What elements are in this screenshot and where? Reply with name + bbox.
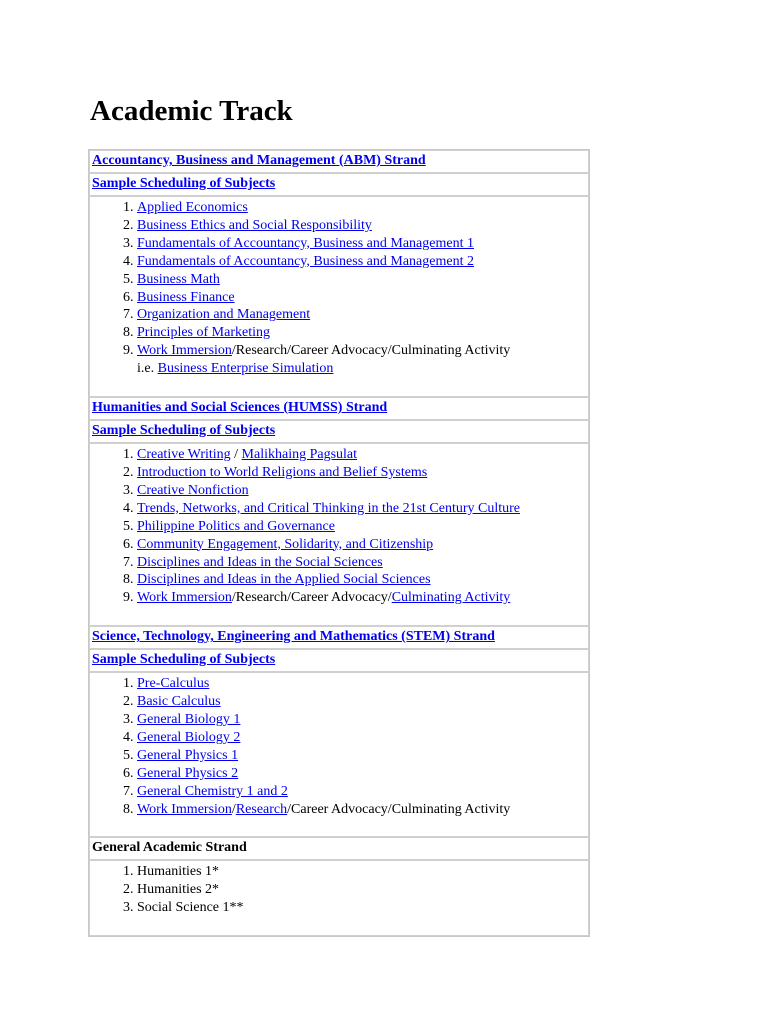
item-text: i.e. (137, 361, 158, 377)
humss-subject-list (92, 444, 586, 625)
list-item (137, 306, 586, 324)
humss-subject-link[interactable]: Trends, Networks, and Critical Thinking in the 21st Century Culture (137, 500, 521, 516)
list-item (137, 675, 586, 693)
research-link[interactable]: Research (235, 801, 288, 817)
list-item (137, 464, 586, 482)
academic-track-table (88, 149, 590, 937)
list-item (137, 711, 586, 729)
abm-subject-link[interactable]: Fundamentals of Accountancy, Business and Management 2 (137, 253, 474, 269)
stem-subject-link[interactable]: General Biology 2 (137, 729, 241, 745)
list-item: 2. Humanities 2* (137, 881, 586, 899)
list-item (137, 446, 586, 464)
stem-subject-link[interactable]: General Biology 1 (137, 712, 241, 728)
abm-heading-cell (89, 150, 589, 173)
humss-subject-link[interactable]: Disciplines and Ideas in the Social Sciences (137, 554, 383, 570)
list-item (137, 729, 586, 747)
list-item (137, 783, 586, 801)
humss-sample-link[interactable]: Sample Scheduling of Subjects (92, 423, 276, 439)
list-item (137, 217, 586, 235)
list-item (137, 554, 586, 572)
abm-heading-link[interactable]: Accountancy, Business and Management (ABM) Strand (92, 153, 426, 168)
list-item (137, 324, 586, 342)
item-text: /Research/Career Advocacy/Culminating Activity (231, 343, 511, 359)
humss-heading-cell (89, 397, 589, 420)
item-text: /Research/Career Advocacy/ (231, 590, 392, 606)
abm-subject-link[interactable]: Business Math (137, 271, 220, 287)
abm-subject-link[interactable]: Business Ethics and Social Responsibility (137, 217, 372, 233)
list-item (137, 518, 586, 536)
humss-subject-link[interactable]: Community Engagement, Solidarity, and Citizenship (137, 536, 434, 552)
work-immersion-link[interactable]: Work Immersion (137, 801, 232, 817)
abm-sample-link[interactable]: Sample Scheduling of Subjects (92, 176, 276, 191)
stem-subject-link[interactable]: Pre-Calculus (137, 676, 210, 692)
culminating-activity-link[interactable]: Culminating Activity (391, 590, 511, 606)
humss-subjects-cell (89, 443, 589, 626)
stem-subject-link[interactable]: Basic Calculus (137, 694, 221, 710)
gas-heading-cell: General Academic Strand (89, 837, 589, 860)
abm-subject-link[interactable]: Business Finance (137, 289, 235, 305)
abm-subject-link[interactable]: Fundamentals of Accountancy, Business and Management 1 (137, 235, 474, 251)
malikhaing-pagsulat-link[interactable]: Malikhaing Pagsulat (241, 447, 358, 463)
list-item (137, 571, 586, 589)
humss-subject-link[interactable]: Introduction to World Religions and Belief Systems (137, 464, 428, 480)
stem-sample-link[interactable]: Sample Scheduling of Subjects (92, 652, 276, 668)
abm-subjects-cell (89, 196, 589, 397)
list-item (137, 235, 586, 253)
humss-sample-cell (89, 420, 589, 443)
item-text: /Career Advocacy/Culminating Activity (287, 801, 511, 817)
abm-subject-link[interactable]: Principles of Marketing (137, 325, 270, 341)
list-item (137, 536, 586, 554)
list-item: 1. Humanities 1* (137, 863, 586, 881)
list-item (137, 199, 586, 217)
abm-subject-list (92, 197, 586, 396)
humss-heading-link[interactable]: Humanities and Social Sciences (HUMSS) Strand (92, 400, 388, 416)
item-continuation (137, 360, 586, 378)
list-item (137, 271, 586, 289)
stem-subject-link[interactable]: General Chemistry 1 and 2 (137, 783, 288, 799)
stem-subjects-cell (89, 672, 589, 837)
list-item (137, 482, 586, 500)
list-item (137, 801, 586, 819)
abm-subject-link[interactable]: Applied Economics (137, 200, 248, 215)
list-item (137, 342, 586, 378)
list-item (137, 253, 586, 271)
stem-sample-cell (89, 649, 589, 672)
item-separator: / (231, 801, 236, 817)
item-separator: / (230, 447, 242, 463)
humss-subject-link[interactable]: Philippine Politics and Governance (137, 518, 335, 534)
page-title: Academic Track (90, 95, 293, 127)
stem-heading-link[interactable]: Science, Technology, Engineering and Mathematics (STEM) Strand (92, 629, 495, 645)
stem-subject-list (92, 673, 586, 836)
humss-subject-link[interactable]: Creative Nonfiction (137, 482, 249, 498)
gas-subject-list (92, 861, 586, 935)
list-item: 3. Social Science 1** (137, 899, 586, 917)
stem-heading-cell (89, 626, 589, 649)
abm-subject-link[interactable]: Organization and Management (137, 307, 311, 323)
list-item (137, 747, 586, 765)
list-item (137, 289, 586, 307)
stem-subject-link[interactable]: General Physics 1 (137, 747, 239, 763)
business-enterprise-simulation-link[interactable]: Business Enterprise Simulation (157, 361, 334, 377)
abm-sample-cell (89, 173, 589, 196)
humss-subject-link[interactable]: Disciplines and Ideas in the Applied Social Sciences (137, 572, 431, 588)
list-item (137, 765, 586, 783)
creative-writing-link[interactable]: Creative Writing (137, 447, 231, 463)
list-item (137, 589, 586, 607)
list-item (137, 693, 586, 711)
work-immersion-link[interactable]: Work Immersion (137, 590, 232, 606)
stem-subject-link[interactable]: General Physics 2 (137, 765, 239, 781)
gas-subjects-cell (89, 860, 589, 936)
list-item (137, 500, 586, 518)
work-immersion-link[interactable]: Work Immersion (137, 343, 232, 359)
